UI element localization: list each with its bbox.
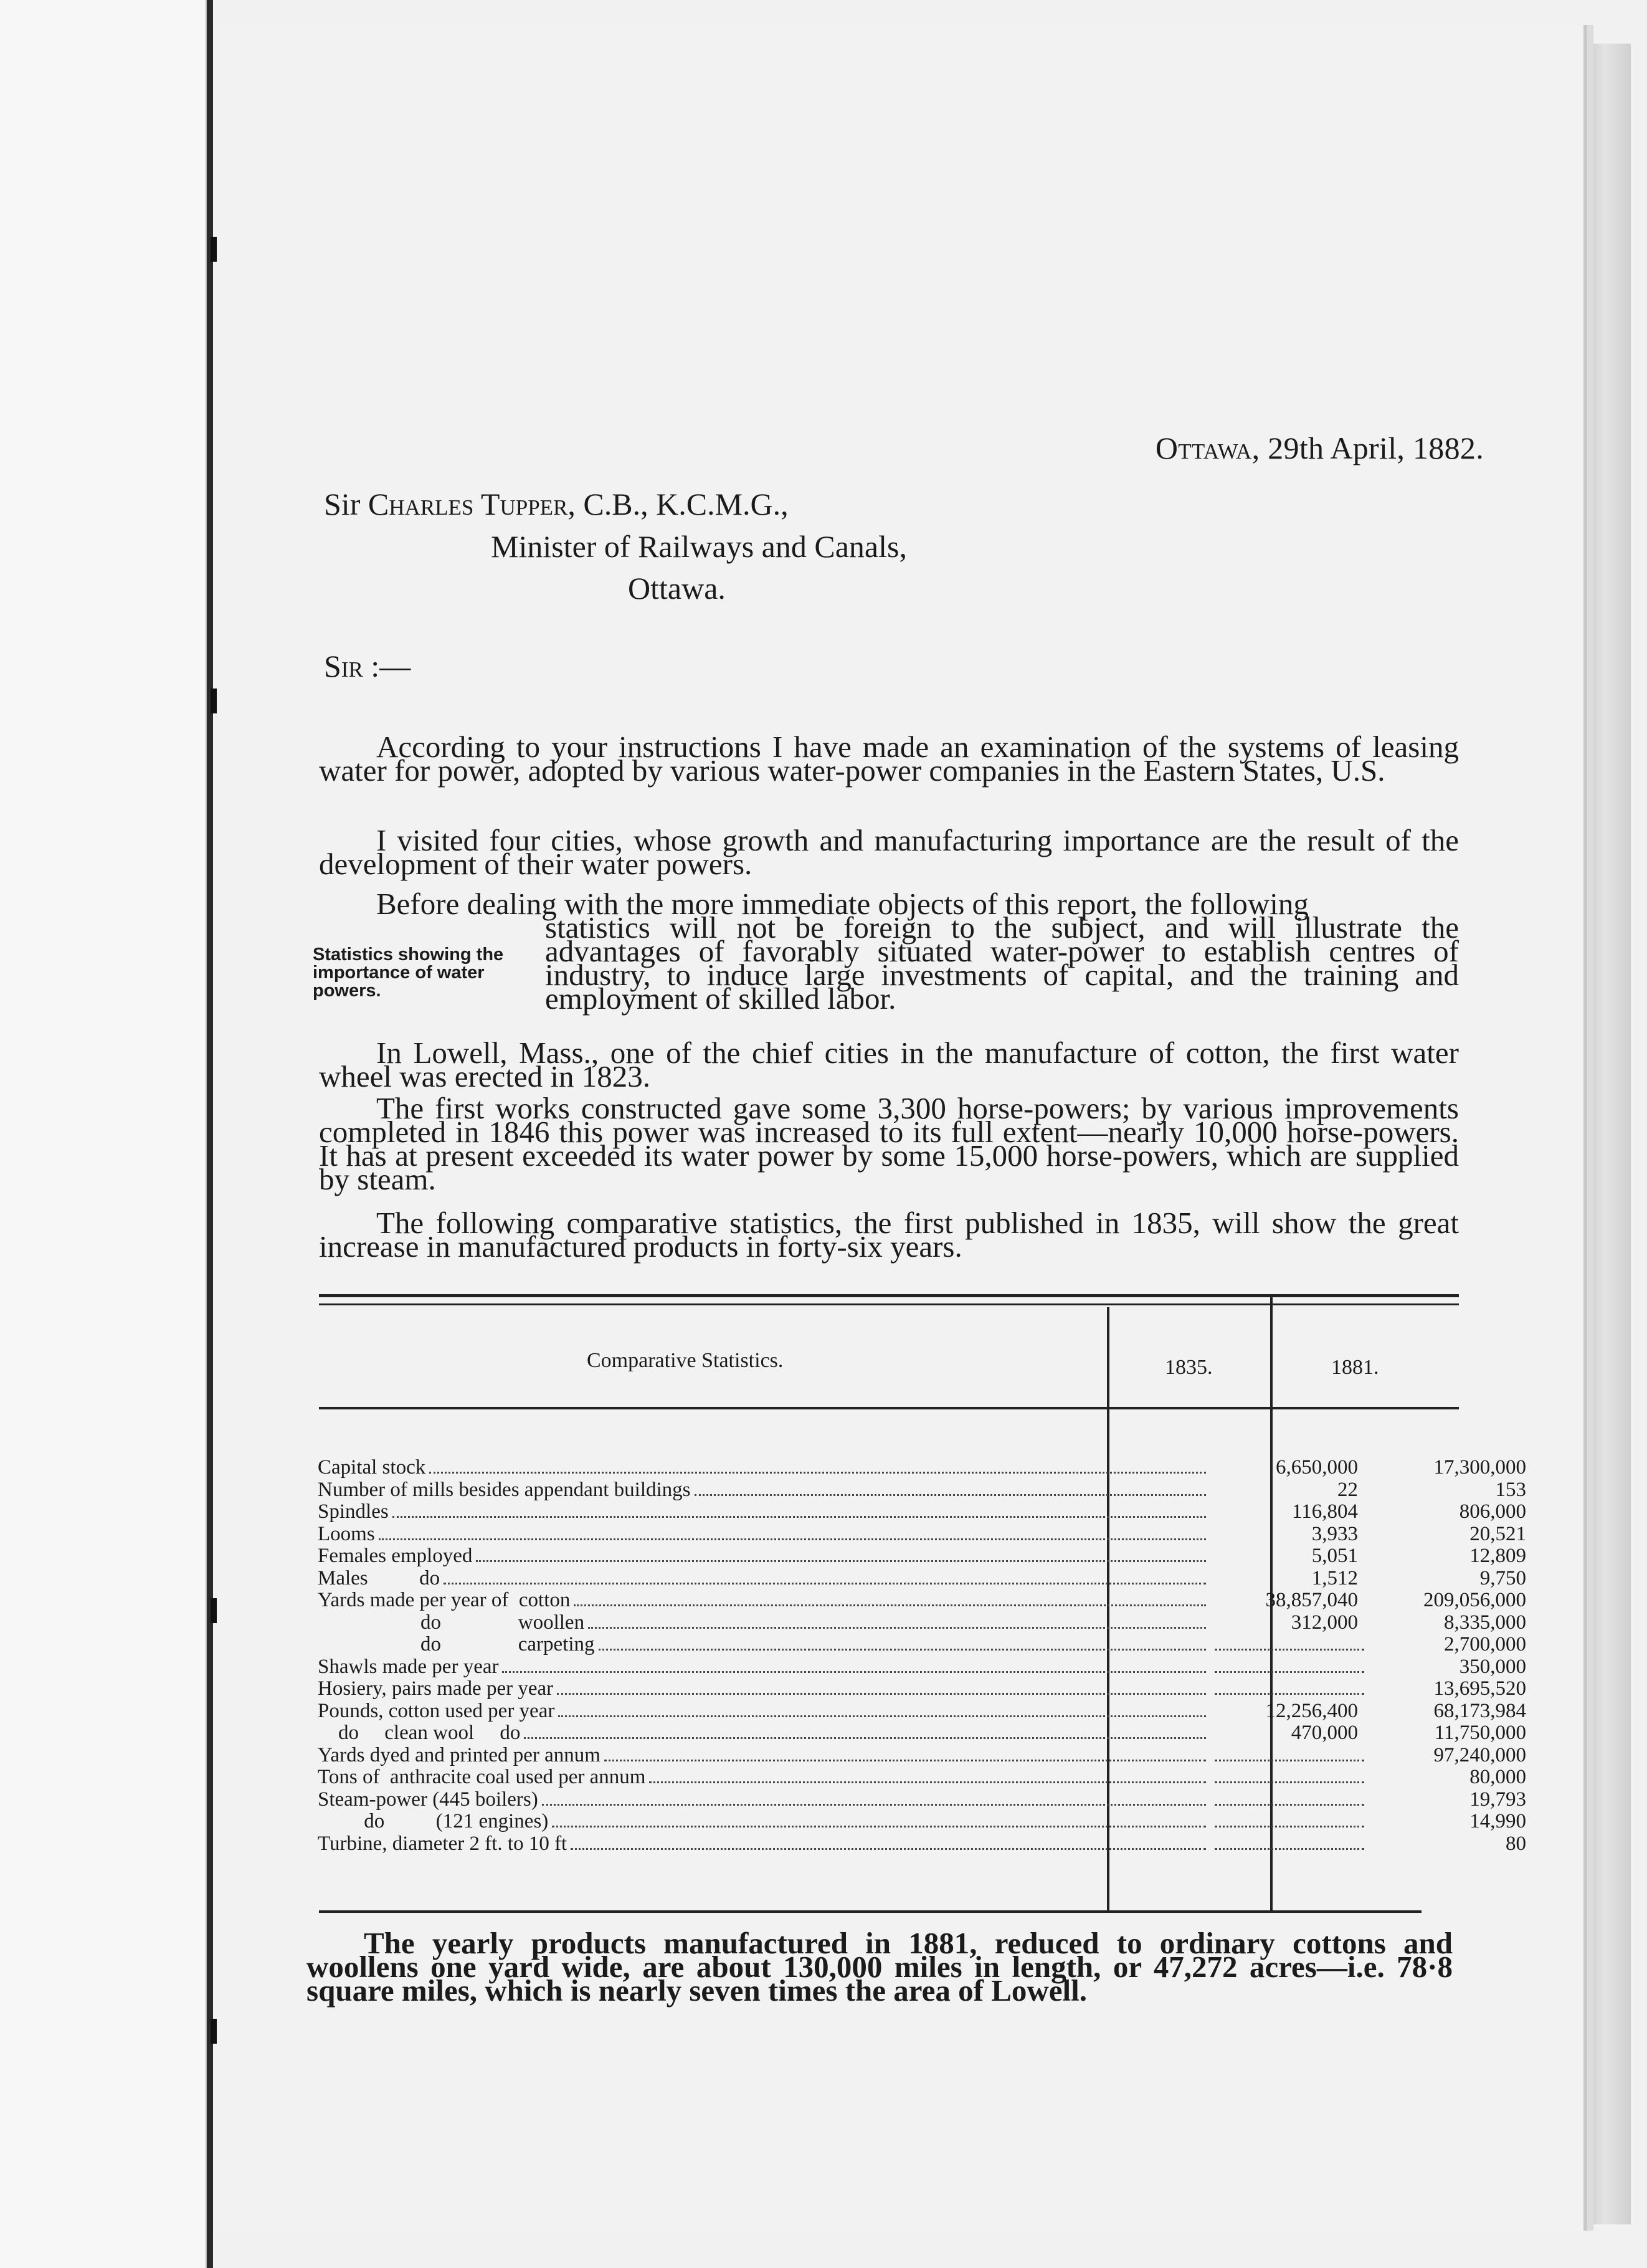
leader-dots <box>502 1670 1206 1673</box>
table-row <box>318 1699 1526 1723</box>
cell-1881: 12,809 <box>1469 1545 1526 1567</box>
leader-dots <box>392 1515 1206 1518</box>
table-row <box>318 1566 1526 1590</box>
cell-1881: 9,750 <box>1479 1566 1526 1589</box>
leader-dots <box>599 1647 1206 1651</box>
table-header-1835: 1835. <box>1165 1356 1213 1379</box>
leader-dots <box>558 1714 1206 1717</box>
table-row <box>318 1655 1526 1679</box>
cell-1881: 20,521 <box>1469 1522 1526 1545</box>
table-row <box>318 1611 1526 1634</box>
cell-1881: 14,990 <box>1469 1810 1526 1832</box>
cell-1881: 17,300,000 <box>1433 1456 1526 1479</box>
cell-1881: 68,173,984 <box>1433 1699 1526 1722</box>
leader-dots <box>1215 1670 1364 1673</box>
cell-1835: 1,512 <box>1311 1566 1358 1589</box>
row-label: Yards made per year of cotton <box>318 1589 571 1611</box>
table-bottom-rule <box>319 1910 1422 1913</box>
paragraph-1: According to your instructions I have made an examination of the systems of leasing water for power, adopted by various water-power companies in the Eastern States, U.S. <box>319 730 1459 788</box>
addressee-name: Charles Tupper, <box>368 487 576 522</box>
binding-edge <box>207 0 213 2268</box>
table-header-rule <box>319 1407 1459 1409</box>
paragraph-3-body: statistics will not be foreign to the subject, and will illustrate the advantages of favorably situated water-power to establish centres of industry, to induce large investments of capital, and the training and employment of skilled labor. <box>545 910 1459 1016</box>
leader-dots <box>379 1537 1206 1540</box>
leader-dots <box>574 1603 1206 1606</box>
cell-1835: 3,933 <box>1311 1522 1358 1545</box>
addressee-city: Ottawa. <box>628 571 726 606</box>
row-label: Tons of anthracite coal used per annum <box>318 1766 646 1788</box>
cell-1835: 22 <box>1337 1478 1358 1501</box>
leader-dots <box>649 1780 1206 1783</box>
table-row <box>318 1677 1526 1700</box>
cell-1881: 11,750,000 <box>1434 1722 1526 1744</box>
dateline-place: Ottawa, <box>1155 431 1260 465</box>
addressee-line <box>324 486 789 522</box>
leader-dots <box>1215 1780 1364 1783</box>
cell-1881: 80,000 <box>1469 1766 1526 1788</box>
paragraph-2: I visited four cities, whose growth and manufacturing importance are the result of the development of their water powers. <box>319 823 1459 881</box>
table-row <box>318 1722 1526 1745</box>
cell-1835: 12,256,400 <box>1265 1699 1358 1722</box>
row-label: Steam-power (445 boilers) <box>318 1788 538 1811</box>
leader-dots <box>604 1758 1206 1761</box>
closing-paragraph: The yearly products manufactured in 1881, reduced to ordinary cottons and woollens one yard wide, are about 130,000 miles in length, or 47,272 acres—i.e. 78·8 square miles, which is nearly seven times the area of Lowell. <box>306 1926 1453 2008</box>
paragraph-6: The following comparative statistics, the first published in 1835, will show the great increase in manufactured products in forty-six years. <box>319 1206 1459 1264</box>
table-row <box>318 1589 1526 1612</box>
row-label: Males do <box>318 1566 440 1589</box>
row-label: do (121 engines) <box>318 1810 549 1832</box>
cell-1881: 209,056,000 <box>1423 1589 1526 1611</box>
addressee-honours: C.B., K.C.M.G., <box>583 487 789 522</box>
cell-1881: 8,335,000 <box>1444 1611 1526 1634</box>
row-label: Turbine, diameter 2 ft. to 10 ft <box>318 1832 567 1855</box>
dateline <box>1156 430 1484 466</box>
cell-1881: 2,700,000 <box>1444 1633 1526 1656</box>
page-edge-shadow <box>1587 44 1631 2224</box>
leader-dots <box>476 1559 1206 1562</box>
table-row <box>318 1478 1526 1502</box>
row-label: do woollen <box>318 1611 585 1634</box>
addressee-title: Minister of Railways and Canals, <box>491 529 907 564</box>
paragraph-3-lead: Before dealing with the more immediate objects of this report, the following <box>376 887 1309 921</box>
binding-mark <box>211 1598 217 1623</box>
table-header-1881: 1881. <box>1331 1356 1379 1379</box>
table-row <box>318 1500 1526 1523</box>
dateline-date: 29th April, 1882. <box>1268 431 1484 465</box>
cell-1835: 38,857,040 <box>1265 1589 1358 1611</box>
margin-note: Statistics showing the importance of water powers. <box>313 945 504 1001</box>
leader-dots <box>1215 1758 1364 1761</box>
addressee-prefix: Sir <box>324 487 361 522</box>
table-row <box>318 1766 1526 1789</box>
table-header-label: Comparative Statistics. <box>587 1349 784 1372</box>
leader-dots <box>524 1736 1206 1739</box>
cell-1835: 116,804 <box>1291 1500 1358 1523</box>
leader-dots <box>429 1470 1206 1474</box>
binding-mark <box>211 688 217 713</box>
binding-mark <box>211 237 217 262</box>
leader-dots <box>557 1692 1206 1695</box>
cell-1881: 97,240,000 <box>1433 1743 1526 1766</box>
table-row <box>318 1788 1526 1811</box>
row-label: do carpeting <box>318 1633 595 1656</box>
cell-1881: 350,000 <box>1459 1655 1526 1678</box>
leader-dots <box>1215 1647 1364 1651</box>
row-label: Spindles <box>318 1500 389 1523</box>
leader-dots <box>1215 1803 1364 1806</box>
row-label: do clean wool do <box>318 1722 521 1744</box>
table-row <box>318 1545 1526 1568</box>
table-row <box>318 1633 1526 1656</box>
paragraph-5: The first works constructed gave some 3,300 horse-powers; by various improvements completed in 1846 this power was increased to its full extent—nearly 10,000 horse-powers. It has at present exceeded its water power by some 15,000 horse-powers, which are supplied by steam. <box>319 1091 1459 1196</box>
cell-1881: 153 <box>1495 1478 1526 1501</box>
leader-dots <box>444 1581 1206 1584</box>
leader-dots <box>542 1803 1206 1806</box>
cell-1881: 13,695,520 <box>1433 1677 1526 1700</box>
binding-mark <box>211 2019 217 2044</box>
cell-1835: 6,650,000 <box>1276 1456 1358 1479</box>
leader-dots <box>571 1847 1206 1850</box>
leader-dots <box>1215 1847 1364 1850</box>
table-body <box>318 1456 1526 1855</box>
document-page <box>213 25 1587 2231</box>
table-row <box>318 1832 1526 1856</box>
row-label: Capital stock <box>318 1456 426 1479</box>
cell-1835: 312,000 <box>1291 1611 1358 1634</box>
table-top-rule <box>319 1294 1459 1305</box>
row-label: Pounds, cotton used per year <box>318 1699 555 1722</box>
leader-dots <box>1215 1692 1364 1695</box>
cell-1881: 19,793 <box>1469 1788 1526 1811</box>
row-label: Females employed <box>318 1545 473 1567</box>
cell-1881: 806,000 <box>1459 1500 1526 1523</box>
salutation: Sir :— <box>324 649 411 684</box>
table-row <box>318 1456 1526 1479</box>
cell-1881: 80 <box>1506 1832 1526 1855</box>
row-label: Number of mills besides appendant buildings <box>318 1478 691 1501</box>
cell-1835: 470,000 <box>1291 1722 1358 1744</box>
table-row <box>318 1743 1526 1767</box>
row-label: Shawls made per year <box>318 1655 499 1678</box>
row-label: Hosiery, pairs made per year <box>318 1677 554 1700</box>
table-row <box>318 1522 1526 1546</box>
row-label: Looms <box>318 1522 375 1545</box>
row-label: Yards dyed and printed per annum <box>318 1743 600 1766</box>
leader-dots <box>695 1493 1207 1496</box>
leader-dots <box>1215 1824 1364 1827</box>
leader-dots <box>588 1626 1206 1629</box>
paragraph-4: In Lowell, Mass., one of the chief cities in the manufacture of cotton, the first water wheel was erected in 1823. <box>319 1036 1459 1094</box>
facing-page <box>0 0 208 2268</box>
table-row <box>318 1810 1526 1833</box>
cell-1835: 5,051 <box>1311 1545 1358 1567</box>
leader-dots <box>552 1824 1206 1827</box>
